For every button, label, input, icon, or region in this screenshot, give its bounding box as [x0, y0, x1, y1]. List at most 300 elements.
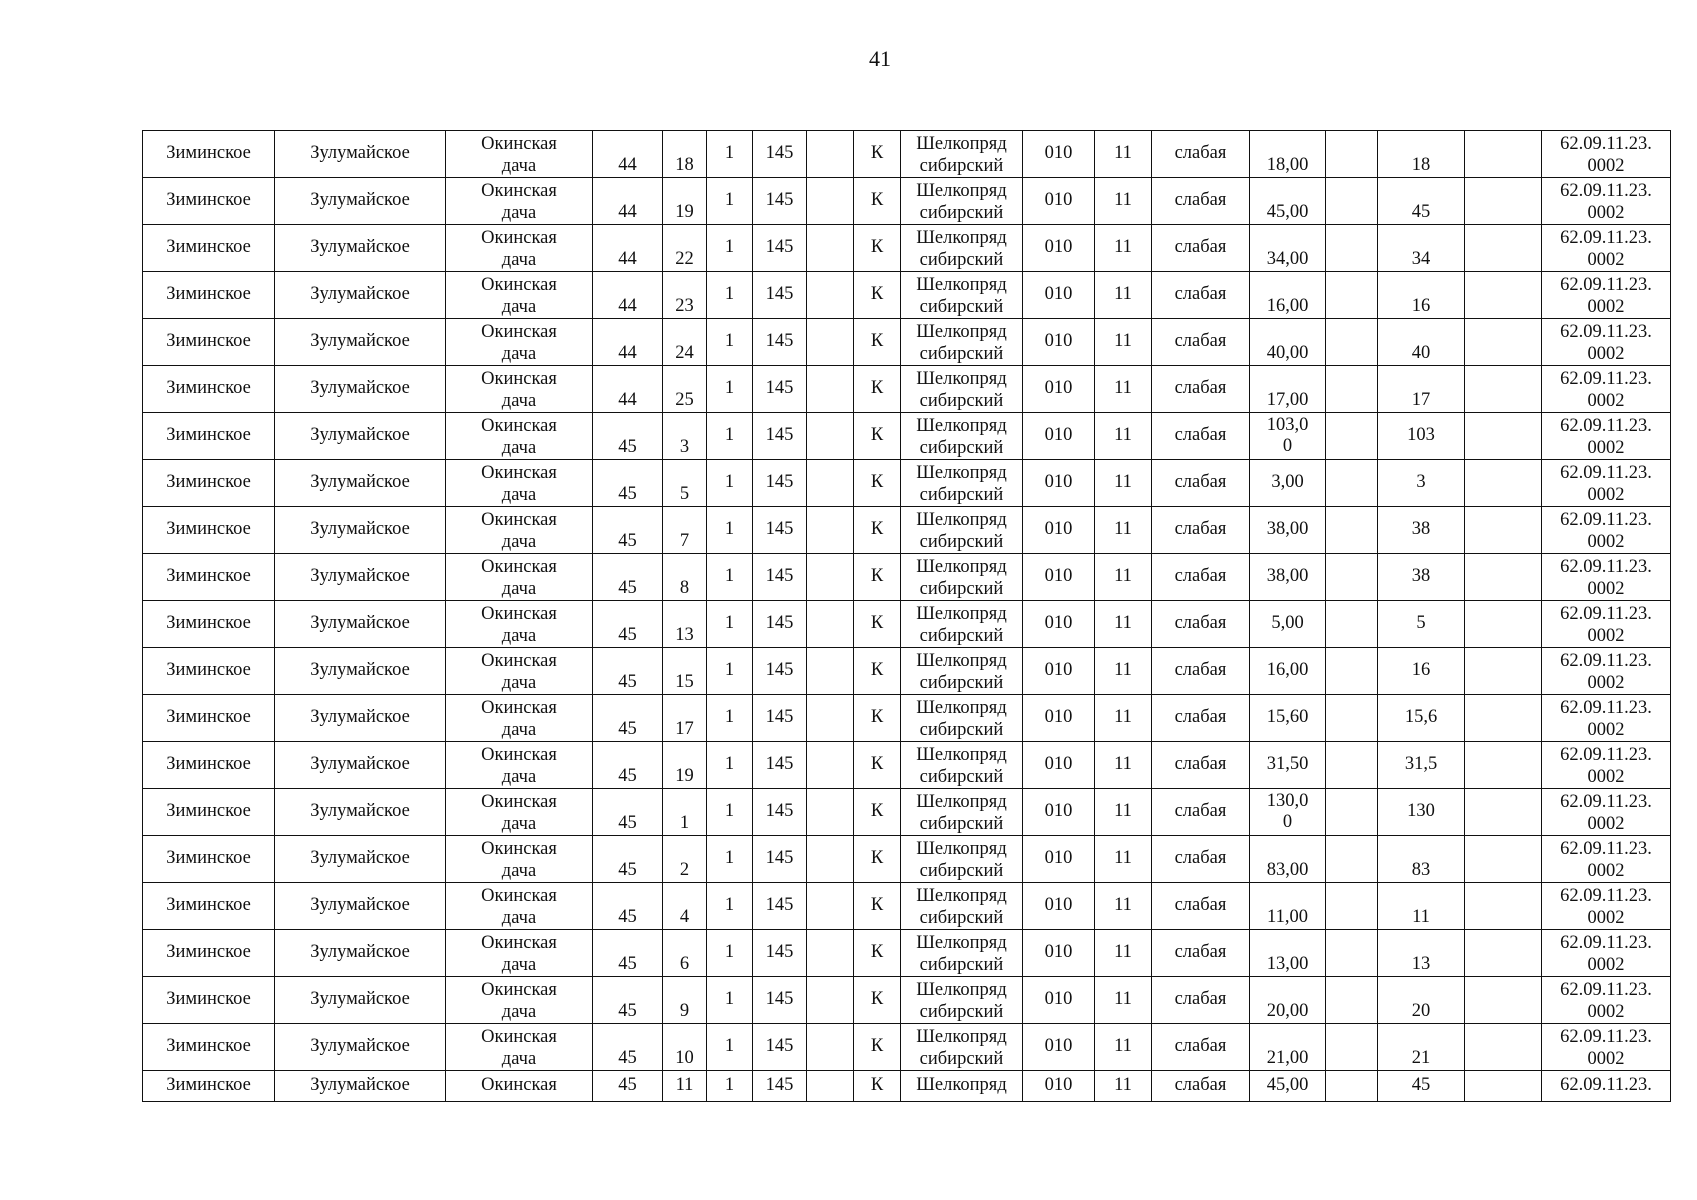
cell-col9: К	[854, 554, 901, 601]
cell-area: 15,60	[1250, 695, 1326, 742]
cell-code-line1: 62.09.11.23.	[1560, 933, 1652, 953]
cell-district-forestry: Зулумайское	[275, 319, 446, 366]
cell-col12: 11	[1095, 1024, 1152, 1071]
cell-forestry: Зиминское	[143, 366, 275, 413]
cell-col7: 145	[753, 836, 807, 883]
cell-district-forestry: Зулумайское	[275, 272, 446, 319]
cell-pest-line1: Шелкопряд	[916, 134, 1007, 154]
cell-section: 6	[663, 930, 707, 977]
cell-area-total: 45	[1378, 1071, 1465, 1102]
cell-col9: К	[854, 977, 901, 1024]
cell-col6: 1	[707, 131, 753, 178]
cell-pest	[901, 131, 1023, 178]
cell-severity: слабая	[1152, 977, 1250, 1024]
cell-severity: слабая	[1152, 225, 1250, 272]
cell-area: 45,00	[1250, 178, 1326, 225]
cell-pest	[901, 319, 1023, 366]
cell-col8	[807, 601, 854, 648]
cell-forestry: Зиминское	[143, 413, 275, 460]
cell-section: 11	[663, 1071, 707, 1102]
cell-dacha-line2: дача	[501, 767, 537, 787]
cell-code-line1: 62.09.11.23.	[1560, 839, 1652, 859]
cell-dacha-line2: дача	[501, 720, 537, 740]
cell-code-line2: 0002	[1587, 1002, 1625, 1022]
cell-col12: 11	[1095, 883, 1152, 930]
cell-dacha	[446, 601, 593, 648]
cell-quarter: 45	[593, 413, 663, 460]
cell-pest-line2: сибирский	[919, 673, 1004, 693]
cell-col8	[807, 883, 854, 930]
table-row	[143, 178, 1671, 225]
cell-area-total: 13	[1378, 930, 1465, 977]
cell-pest-line1: Шелкопряд	[916, 275, 1007, 295]
table-row	[143, 883, 1671, 930]
cell-col12: 11	[1095, 695, 1152, 742]
cell-dacha: Окинская	[446, 1071, 593, 1102]
cell-pest-line1: Шелкопряд	[916, 604, 1007, 624]
cell-col11: 010	[1023, 789, 1095, 836]
cell-col9: К	[854, 930, 901, 977]
cell-col12: 11	[1095, 272, 1152, 319]
cell-dacha-line1: Окинская	[481, 181, 557, 201]
cell-col6: 1	[707, 789, 753, 836]
cell-pest-line1: Шелкопряд	[916, 181, 1007, 201]
cell-col7: 145	[753, 1071, 807, 1102]
table-row	[143, 648, 1671, 695]
cell-col15	[1326, 742, 1378, 789]
cell-col11: 010	[1023, 178, 1095, 225]
cell-code	[1542, 413, 1671, 460]
cell-severity: слабая	[1152, 366, 1250, 413]
cell-quarter: 44	[593, 272, 663, 319]
cell-col17	[1465, 789, 1542, 836]
cell-pest-line2: сибирский	[919, 767, 1004, 787]
cell-col15	[1326, 319, 1378, 366]
cell-col6: 1	[707, 460, 753, 507]
cell-severity: слабая	[1152, 1071, 1250, 1102]
cell-section: 13	[663, 601, 707, 648]
cell-col7: 145	[753, 272, 807, 319]
cell-area-total: 83	[1378, 836, 1465, 883]
cell-col6: 1	[707, 225, 753, 272]
cell-col6: 1	[707, 977, 753, 1024]
cell-pest-line1: Шелкопряд	[916, 698, 1007, 718]
cell-forestry: Зиминское	[143, 977, 275, 1024]
cell-quarter: 45	[593, 601, 663, 648]
cell-code-line2: 0002	[1587, 485, 1625, 505]
cell-pest-line1: Шелкопряд	[916, 745, 1007, 765]
cell-dacha	[446, 554, 593, 601]
cell-pest-line2: сибирский	[919, 861, 1004, 881]
cell-code-line1: 62.09.11.23.	[1560, 275, 1652, 295]
cell-code	[1542, 225, 1671, 272]
cell-code	[1542, 366, 1671, 413]
cell-area: 21,00	[1250, 1024, 1326, 1071]
cell-col8	[807, 1071, 854, 1102]
cell-severity: слабая	[1152, 742, 1250, 789]
cell-code-line2: 0002	[1587, 579, 1625, 599]
cell-col9: К	[854, 601, 901, 648]
cell-forestry: Зиминское	[143, 225, 275, 272]
cell-area	[1250, 789, 1326, 836]
cell-col11: 010	[1023, 601, 1095, 648]
cell-district-forestry: Зулумайское	[275, 1024, 446, 1071]
cell-pest-line1: Шелкопряд	[916, 228, 1007, 248]
cell-pest-line2: сибирский	[919, 344, 1004, 364]
cell-col6: 1	[707, 1071, 753, 1102]
cell-col15	[1326, 460, 1378, 507]
cell-code	[1542, 319, 1671, 366]
cell-code-line1: 62.09.11.23.	[1560, 980, 1652, 1000]
cell-col12: 11	[1095, 742, 1152, 789]
cell-section: 22	[663, 225, 707, 272]
cell-col15	[1326, 648, 1378, 695]
cell-area: 18,00	[1250, 131, 1326, 178]
cell-quarter: 45	[593, 648, 663, 695]
cell-col15	[1326, 554, 1378, 601]
cell-area-total: 45	[1378, 178, 1465, 225]
cell-code-line2: 0002	[1587, 344, 1625, 364]
table-row	[143, 554, 1671, 601]
cell-col12: 11	[1095, 836, 1152, 883]
cell-col8	[807, 178, 854, 225]
cell-col6: 1	[707, 366, 753, 413]
cell-pest	[901, 742, 1023, 789]
cell-col17	[1465, 507, 1542, 554]
cell-severity: слабая	[1152, 601, 1250, 648]
cell-area-line2: 0	[1282, 436, 1293, 456]
forest-table	[142, 130, 1671, 1102]
cell-pest	[901, 1024, 1023, 1071]
cell-dacha	[446, 225, 593, 272]
cell-code-line2: 0002	[1587, 626, 1625, 646]
cell-forestry: Зиминское	[143, 742, 275, 789]
cell-dacha-line2: дача	[501, 908, 537, 928]
cell-col8	[807, 225, 854, 272]
cell-col17	[1465, 648, 1542, 695]
cell-code	[1542, 1024, 1671, 1071]
cell-district-forestry: Зулумайское	[275, 225, 446, 272]
cell-col7: 145	[753, 366, 807, 413]
cell-col17	[1465, 131, 1542, 178]
cell-col11: 010	[1023, 1024, 1095, 1071]
cell-col8	[807, 131, 854, 178]
cell-dacha	[446, 883, 593, 930]
cell-code	[1542, 507, 1671, 554]
cell-quarter: 45	[593, 507, 663, 554]
cell-district-forestry: Зулумайское	[275, 131, 446, 178]
cell-col11: 010	[1023, 742, 1095, 789]
cell-col8	[807, 695, 854, 742]
cell-col17	[1465, 319, 1542, 366]
cell-code	[1542, 742, 1671, 789]
cell-code	[1542, 836, 1671, 883]
cell-col11: 010	[1023, 507, 1095, 554]
cell-pest-line2: сибирский	[919, 297, 1004, 317]
cell-col17	[1465, 1071, 1542, 1102]
cell-quarter: 45	[593, 930, 663, 977]
cell-col12: 11	[1095, 178, 1152, 225]
cell-col12: 11	[1095, 1071, 1152, 1102]
cell-severity: слабая	[1152, 507, 1250, 554]
cell-code: 62.09.11.23.	[1542, 1071, 1671, 1102]
cell-dacha-line2: дача	[501, 626, 537, 646]
cell-code-line1: 62.09.11.23.	[1560, 228, 1652, 248]
cell-code	[1542, 930, 1671, 977]
cell-district-forestry: Зулумайское	[275, 554, 446, 601]
cell-pest	[901, 413, 1023, 460]
cell-severity: слабая	[1152, 789, 1250, 836]
cell-quarter: 45	[593, 554, 663, 601]
cell-col12: 11	[1095, 601, 1152, 648]
cell-severity: слабая	[1152, 178, 1250, 225]
table-row	[143, 366, 1671, 413]
cell-section: 10	[663, 1024, 707, 1071]
cell-area-total: 40	[1378, 319, 1465, 366]
cell-forestry: Зиминское	[143, 695, 275, 742]
cell-area: 20,00	[1250, 977, 1326, 1024]
cell-col9: К	[854, 507, 901, 554]
table-row	[143, 225, 1671, 272]
cell-pest-line1: Шелкопряд	[916, 651, 1007, 671]
cell-code-line2: 0002	[1587, 814, 1625, 834]
cell-code-line2: 0002	[1587, 908, 1625, 928]
cell-col15	[1326, 131, 1378, 178]
cell-code	[1542, 648, 1671, 695]
cell-quarter: 44	[593, 319, 663, 366]
cell-dacha	[446, 460, 593, 507]
cell-col7: 145	[753, 695, 807, 742]
cell-area-total: 38	[1378, 507, 1465, 554]
cell-forestry: Зиминское	[143, 883, 275, 930]
cell-col15	[1326, 413, 1378, 460]
cell-area: 13,00	[1250, 930, 1326, 977]
cell-col9: К	[854, 225, 901, 272]
cell-code	[1542, 695, 1671, 742]
cell-pest-line2: сибирский	[919, 203, 1004, 223]
cell-col15	[1326, 601, 1378, 648]
cell-col12: 11	[1095, 366, 1152, 413]
cell-pest-line2: сибирский	[919, 579, 1004, 599]
cell-section: 18	[663, 131, 707, 178]
cell-area: 34,00	[1250, 225, 1326, 272]
cell-dacha-line1: Окинская	[481, 228, 557, 248]
table-body	[143, 131, 1671, 1102]
cell-quarter: 45	[593, 695, 663, 742]
cell-pest-line1: Шелкопряд	[916, 557, 1007, 577]
cell-col8	[807, 366, 854, 413]
cell-dacha-line1: Окинская	[481, 510, 557, 530]
cell-dacha-line2: дача	[501, 955, 537, 975]
cell-code-line1: 62.09.11.23.	[1560, 557, 1652, 577]
cell-pest	[901, 507, 1023, 554]
cell-col11: 010	[1023, 225, 1095, 272]
cell-col9: К	[854, 742, 901, 789]
cell-area-total: 15,6	[1378, 695, 1465, 742]
cell-col11: 010	[1023, 413, 1095, 460]
cell-col15	[1326, 977, 1378, 1024]
cell-code-line1: 62.09.11.23.	[1560, 416, 1652, 436]
cell-pest	[901, 789, 1023, 836]
cell-pest-line2: сибирский	[919, 720, 1004, 740]
cell-col6: 1	[707, 930, 753, 977]
cell-pest	[901, 648, 1023, 695]
cell-dacha-line1: Окинская	[481, 745, 557, 765]
cell-col17	[1465, 836, 1542, 883]
cell-area: 38,00	[1250, 507, 1326, 554]
cell-col7: 145	[753, 883, 807, 930]
cell-dacha-line1: Окинская	[481, 604, 557, 624]
cell-col7: 145	[753, 1024, 807, 1071]
cell-section: 23	[663, 272, 707, 319]
cell-forestry: Зиминское	[143, 460, 275, 507]
cell-area-total: 20	[1378, 977, 1465, 1024]
cell-severity: слабая	[1152, 1024, 1250, 1071]
cell-pest	[901, 836, 1023, 883]
cell-col6: 1	[707, 836, 753, 883]
cell-dacha-line1: Окинская	[481, 792, 557, 812]
cell-dacha-line2: дача	[501, 673, 537, 693]
cell-dacha-line2: дача	[501, 532, 537, 552]
cell-col11: 010	[1023, 1071, 1095, 1102]
cell-col11: 010	[1023, 695, 1095, 742]
cell-col7: 145	[753, 648, 807, 695]
cell-col6: 1	[707, 554, 753, 601]
cell-section: 1	[663, 789, 707, 836]
cell-col9: К	[854, 366, 901, 413]
cell-pest-line2: сибирский	[919, 485, 1004, 505]
cell-col17	[1465, 178, 1542, 225]
cell-forestry: Зиминское	[143, 930, 275, 977]
cell-col15	[1326, 1024, 1378, 1071]
cell-severity: слабая	[1152, 460, 1250, 507]
cell-col7: 145	[753, 460, 807, 507]
table-row	[143, 1024, 1671, 1071]
cell-dacha-line1: Окинская	[481, 557, 557, 577]
cell-quarter: 45	[593, 742, 663, 789]
cell-area-total: 31,5	[1378, 742, 1465, 789]
cell-pest-line1: Шелкопряд	[916, 463, 1007, 483]
cell-severity: слабая	[1152, 272, 1250, 319]
cell-severity: слабая	[1152, 883, 1250, 930]
cell-col6: 1	[707, 883, 753, 930]
cell-code	[1542, 601, 1671, 648]
cell-col15	[1326, 695, 1378, 742]
cell-district-forestry: Зулумайское	[275, 178, 446, 225]
cell-col11: 010	[1023, 883, 1095, 930]
cell-pest-line2: сибирский	[919, 955, 1004, 975]
cell-code-line2: 0002	[1587, 767, 1625, 787]
cell-code-line1: 62.09.11.23.	[1560, 698, 1652, 718]
cell-col8	[807, 789, 854, 836]
cell-dacha-line1: Окинская	[481, 651, 557, 671]
cell-area-total: 34	[1378, 225, 1465, 272]
cell-col15	[1326, 1071, 1378, 1102]
cell-col12: 11	[1095, 413, 1152, 460]
cell-col7: 145	[753, 225, 807, 272]
cell-area: 83,00	[1250, 836, 1326, 883]
cell-pest	[901, 554, 1023, 601]
cell-col6: 1	[707, 1024, 753, 1071]
cell-dacha-line2: дача	[501, 344, 537, 364]
cell-district-forestry: Зулумайское	[275, 366, 446, 413]
cell-area: 5,00	[1250, 601, 1326, 648]
cell-col15	[1326, 789, 1378, 836]
cell-col7: 145	[753, 977, 807, 1024]
cell-dacha	[446, 789, 593, 836]
page-number: 41	[869, 46, 891, 71]
cell-area-line1: 130,0	[1266, 791, 1309, 811]
cell-pest-line2: сибирский	[919, 1002, 1004, 1022]
cell-dacha-line1: Окинская	[481, 416, 557, 436]
cell-code-line2: 0002	[1587, 250, 1625, 270]
cell-col15	[1326, 366, 1378, 413]
cell-dacha-line2: дача	[501, 814, 537, 834]
cell-col12: 11	[1095, 977, 1152, 1024]
cell-dacha	[446, 977, 593, 1024]
cell-col15	[1326, 272, 1378, 319]
cell-code	[1542, 789, 1671, 836]
cell-section: 24	[663, 319, 707, 366]
cell-area-total: 5	[1378, 601, 1465, 648]
cell-col15	[1326, 178, 1378, 225]
cell-col11: 010	[1023, 836, 1095, 883]
cell-col17	[1465, 225, 1542, 272]
cell-area: 45,00	[1250, 1071, 1326, 1102]
table-row	[143, 131, 1671, 178]
cell-district-forestry: Зулумайское	[275, 883, 446, 930]
cell-area: 38,00	[1250, 554, 1326, 601]
cell-pest	[901, 695, 1023, 742]
cell-col11: 010	[1023, 977, 1095, 1024]
cell-dacha-line2: дача	[501, 203, 537, 223]
cell-dacha-line2: дача	[501, 438, 537, 458]
cell-col12: 11	[1095, 648, 1152, 695]
cell-pest-line2: сибирский	[919, 532, 1004, 552]
cell-area: 16,00	[1250, 272, 1326, 319]
cell-district-forestry: Зулумайское	[275, 507, 446, 554]
cell-pest	[901, 178, 1023, 225]
table-row	[143, 1071, 1671, 1102]
cell-dacha-line1: Окинская	[481, 980, 557, 1000]
cell-severity: слабая	[1152, 930, 1250, 977]
cell-section: 15	[663, 648, 707, 695]
cell-code-line1: 62.09.11.23.	[1560, 322, 1652, 342]
cell-severity: слабая	[1152, 554, 1250, 601]
cell-col8	[807, 460, 854, 507]
cell-col15	[1326, 883, 1378, 930]
cell-pest	[901, 460, 1023, 507]
cell-section: 9	[663, 977, 707, 1024]
cell-col9: К	[854, 1024, 901, 1071]
cell-section: 3	[663, 413, 707, 460]
cell-quarter: 45	[593, 977, 663, 1024]
cell-col15	[1326, 225, 1378, 272]
cell-col8	[807, 319, 854, 366]
cell-area-line1: 103,0	[1266, 415, 1309, 435]
cell-col6: 1	[707, 507, 753, 554]
cell-section: 8	[663, 554, 707, 601]
cell-severity: слабая	[1152, 413, 1250, 460]
cell-col12: 11	[1095, 507, 1152, 554]
cell-pest-line2: сибирский	[919, 908, 1004, 928]
cell-section: 19	[663, 178, 707, 225]
cell-col12: 11	[1095, 930, 1152, 977]
cell-section: 25	[663, 366, 707, 413]
cell-forestry: Зиминское	[143, 648, 275, 695]
cell-code-line2: 0002	[1587, 203, 1625, 223]
cell-district-forestry: Зулумайское	[275, 695, 446, 742]
